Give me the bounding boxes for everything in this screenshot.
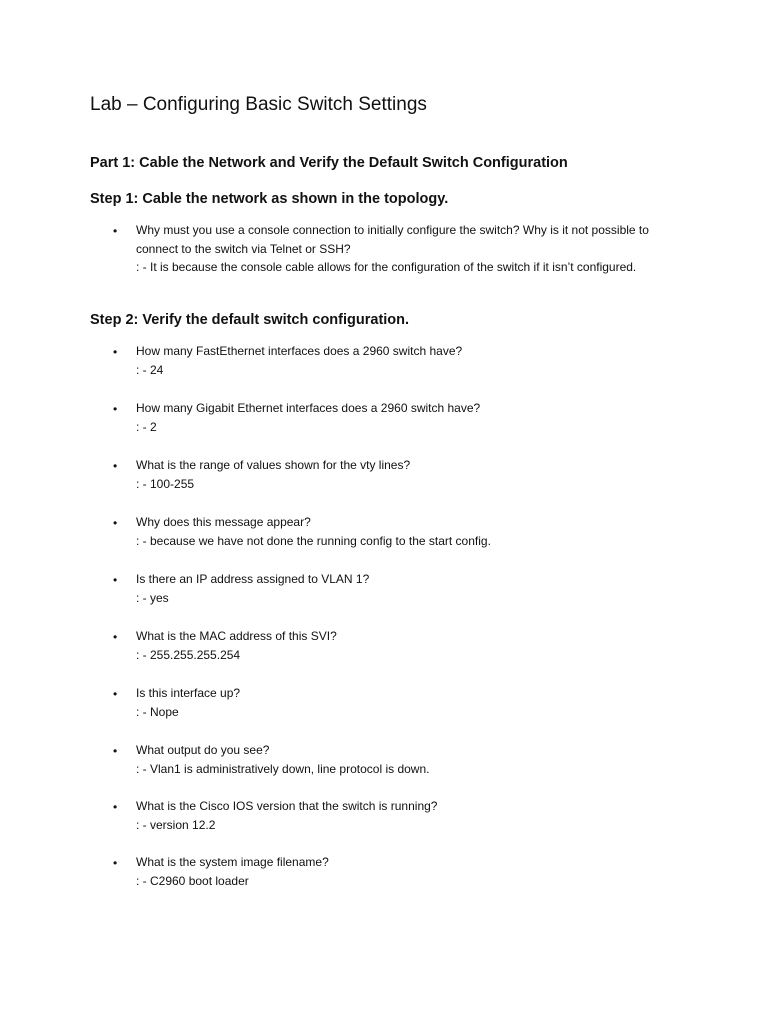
answer-text: : - 100-255	[136, 476, 195, 491]
step-1-heading: Step 1: Cable the network as shown in the topology.	[90, 191, 449, 207]
answer-text: : - yes	[136, 590, 169, 605]
list-item	[113, 342, 683, 379]
list-item	[113, 456, 683, 493]
answer-text: : - It is because the console cable allows for the configuration of the switch if it isn’t configured.	[136, 260, 637, 274]
bullet-icon: •	[113, 687, 118, 701]
list-item	[113, 741, 683, 778]
list-item	[113, 797, 683, 834]
question-text: What is the range of values shown for the vty lines?	[136, 458, 411, 472]
bullet-icon: •	[113, 630, 118, 644]
list-item	[113, 684, 683, 721]
question-text: How many FastEthernet interfaces does a 2960 switch have?	[136, 344, 463, 358]
part-1-heading: Part 1: Cable the Network and Verify the Default Switch Configuration	[90, 155, 568, 171]
question-text: Why must you use a console connection to initially configure the switch? Why is it not possible to connect to the switch via Telnet or SSH?	[136, 223, 649, 256]
answer-text: : - version 12.2	[136, 817, 216, 832]
document-title: Lab – Configuring Basic Switch Settings	[90, 94, 427, 115]
answer-text: : - because we have not done the running config to the start config.	[136, 533, 491, 548]
bullet-icon: •	[113, 224, 118, 238]
bullet-icon: •	[113, 800, 118, 814]
list-item	[113, 853, 683, 890]
bullet-icon: •	[113, 345, 118, 359]
question-text: What is the MAC address of this SVI?	[136, 629, 337, 643]
question-text: What is the Cisco IOS version that the switch is running?	[136, 799, 438, 813]
question-text: Is this interface up?	[136, 686, 241, 700]
bullet-icon: •	[113, 516, 118, 530]
list-item	[113, 221, 683, 277]
bullet-icon: •	[113, 744, 118, 758]
bullet-icon: •	[113, 402, 118, 416]
question-text: Why does this message appear?	[136, 515, 311, 529]
step-2-heading: Step 2: Verify the default switch configuration.	[90, 312, 410, 328]
bullet-icon: •	[113, 573, 118, 587]
answer-text: : - 24	[136, 362, 164, 377]
question-text: Is there an IP address assigned to VLAN 1?	[136, 572, 370, 586]
question-text: How many Gigabit Ethernet interfaces does a 2960 switch have?	[136, 401, 481, 415]
question-text: What is the system image filename?	[136, 855, 329, 869]
bullet-icon: •	[113, 856, 118, 870]
answer-text: : - 255.255.255.254	[136, 647, 241, 662]
list-item	[113, 399, 683, 436]
question-text: What output do you see?	[136, 743, 270, 757]
answer-text: : - Vlan1 is administratively down, line protocol is down.	[136, 761, 430, 776]
list-item	[113, 627, 683, 664]
answer-text: : - Nope	[136, 704, 179, 719]
answer-text: : - 2	[136, 419, 157, 434]
answer-text: : - C2960 boot loader	[136, 873, 249, 888]
list-item	[113, 513, 683, 550]
list-item	[113, 570, 683, 607]
bullet-icon: •	[113, 459, 118, 473]
